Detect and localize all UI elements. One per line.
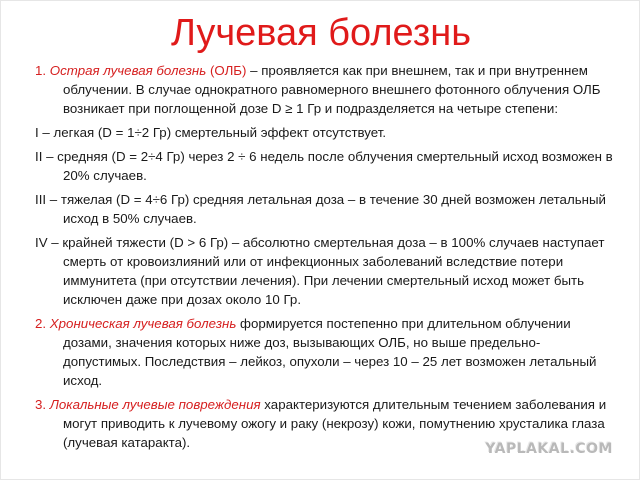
list-item-acute <box>35 61 615 118</box>
item-text: IV – крайней тяжести (D > 6 Гр) – абсолютно смертельная доза – в 100% случаев наступает смерть от кровоизлияний или от инфекционных заболеваний вследствие потери иммунитета (при отсутствии лечения). При лечении смертельный исход может быть исключен даже при дозах около 10 Гр. <box>35 235 605 307</box>
item-text: – проявляется как при внешнем, так и при внутреннем облучении. В случае однократного равномерного внешнего фотонного облучения ОЛБ возникает при поглощенной дозе D ≥ 1 Гр и подразделяется на четыре степени: <box>63 63 601 116</box>
item-number: 2. <box>35 316 50 331</box>
list-item-degree-4 <box>35 233 615 309</box>
item-text: формируется постепенно при длительном облучении дозами, значения которых ниже доз, вызывающих ОЛБ, но выше предельно-допустимых. Последствия – лейкоз, опухоли – через 10 – 25 лет возможен летальный исход. <box>63 316 597 388</box>
list-item-chronic <box>35 314 615 390</box>
item-text: II – средняя (D = 2÷4 Гр) через 2 ÷ 6 недель после облучения смертельный исход возможен в 20% случаев. <box>35 149 613 183</box>
item-number: 1. <box>35 63 50 78</box>
item-number: 3. <box>35 397 50 412</box>
term-chronic: Хроническая лучевая болезнь <box>49 316 237 331</box>
item-text: характеризуются длительным течением заболевания и могут приводить к лучевому ожогу и раку (некрозу) кожи, помутнению хрусталика глаза (лучевая катаракта). <box>63 397 607 450</box>
term-acute: Острая лучевая болезнь <box>49 63 207 78</box>
term-local: Локальные лучевые повреждения <box>49 397 261 412</box>
list-item-degree-2 <box>35 147 615 185</box>
list-item-degree-1 <box>35 123 615 142</box>
abbr-olb: (ОЛБ) <box>206 63 247 78</box>
slide-title: Лучевая болезнь <box>170 12 472 54</box>
watermark: YAPLAKAL.COM <box>485 441 613 457</box>
item-text: III – тяжелая (D = 4÷6 Гр) средняя летальная доза – в течение 30 дней возможен летальный исход в 50% случаев. <box>35 192 606 226</box>
item-text: I – легкая (D = 1÷2 Гр) смертельный эффект отсутствует. <box>35 125 387 140</box>
list-item-degree-3 <box>35 190 615 228</box>
slide-content <box>35 61 615 457</box>
